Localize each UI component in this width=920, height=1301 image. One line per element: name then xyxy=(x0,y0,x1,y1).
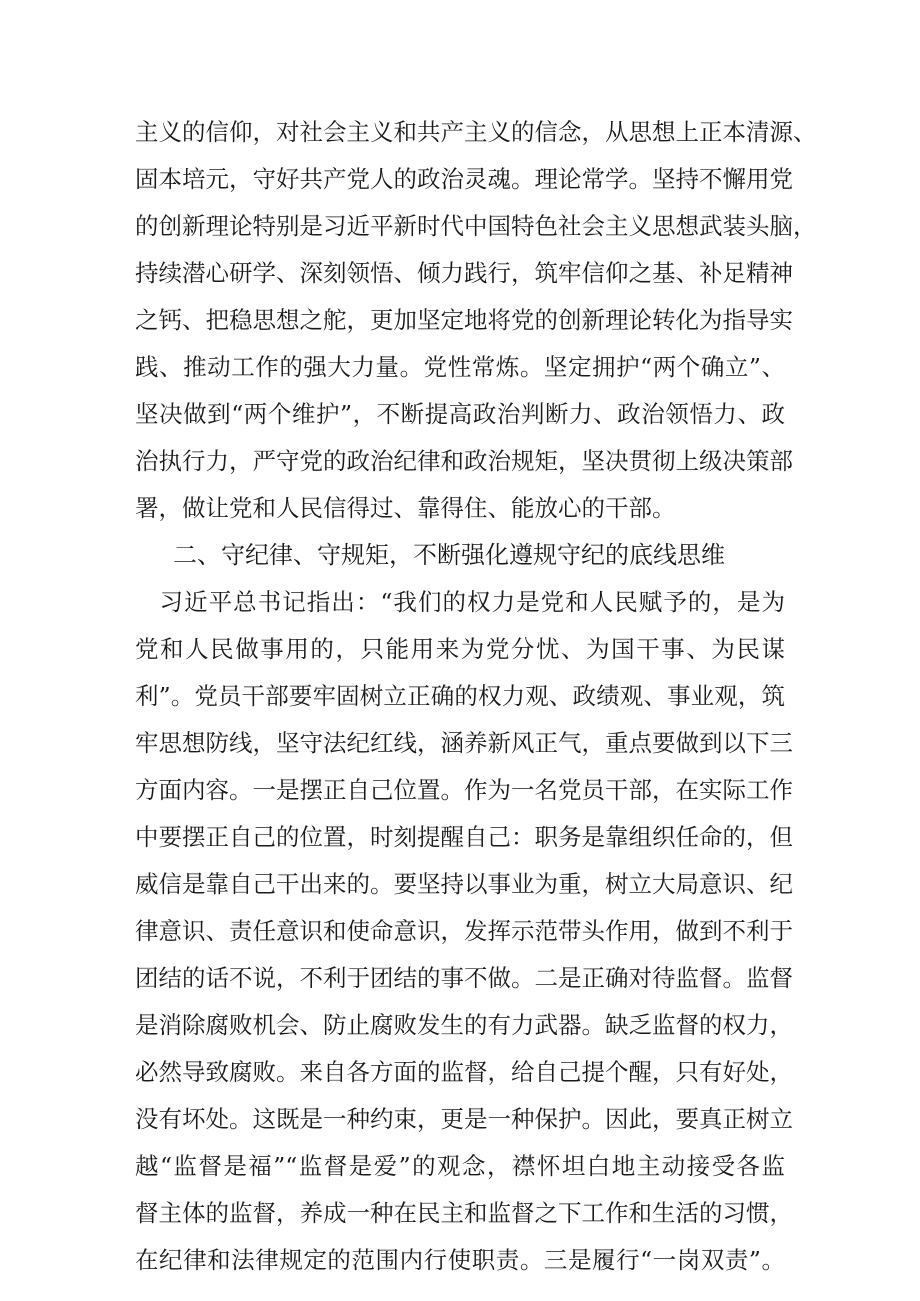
body-text-line: 固本培元，守好共产党人的政治灵魂。理论常学。坚持不懈用党 xyxy=(135,165,793,193)
body-text-line: 习近平总书记指出：“我们的权力是党和人民赋予的，是为 xyxy=(135,588,785,616)
body-text-line: 牢思想防线，坚守法纪红线，涵养新风正气，重点要做到以下三 xyxy=(135,729,793,757)
body-text-line: 持续潜心研学、深刻领悟、倾力践行，筑牢信仰之基、补足精神 xyxy=(135,259,793,287)
body-text-line: 是消除腐败机会、防止腐败发生的有力武器。缺乏监督的权力， xyxy=(135,1011,793,1039)
body-text-line: 方面内容。一是摆正自己位置。作为一名党员干部，在实际工作 xyxy=(135,776,793,804)
body-text-line: 越“监督是福”“监督是爱”的观念，襟怀坦白地主动接受各监 xyxy=(135,1152,785,1180)
body-text-line: 中要摆正自己的位置，时刻提醒自己：职务是靠组织任命的，但 xyxy=(135,823,793,851)
body-text-line: 践、推动工作的强大力量。党性常炼。坚定拥护“两个确立”、 xyxy=(135,353,785,381)
body-text-line: 的创新理论特别是习近平新时代中国特色社会主义思想武装头脑， xyxy=(135,212,817,240)
body-text-line: 威信是靠自己干出来的。要坚持以事业为重，树立大局意识、纪 xyxy=(135,870,793,898)
body-text-line: 坚决做到“两个维护”，不断提高政治判断力、政治领悟力、政 xyxy=(135,400,785,428)
body-text-line: 律意识、责任意识和使命意识，发挥示范带头作用，做到不利于 xyxy=(135,917,793,945)
body-text-line: 必然导致腐败。来自各方面的监督，给自己提个醒，只有好处， xyxy=(135,1058,793,1086)
body-text-line: 之钙、把稳思想之舵，更加坚定地将党的创新理论转化为指导实 xyxy=(135,306,793,334)
body-text-line: 督主体的监督，养成一种在民主和监督之下工作和生活的习惯， xyxy=(135,1199,793,1227)
body-text-line: 署，做让党和人民信得过、靠得住、能放心的干部。 xyxy=(135,494,676,522)
body-text-line: 团结的话不说，不利于团结的事不做。二是正确对待监督。监督 xyxy=(135,964,793,992)
body-text-line: 在纪律和法律规定的范围内行使职责。三是履行“一岗双责”。 xyxy=(135,1246,785,1274)
body-text-line: 主义的信仰，对社会主义和共产主义的信念，从思想上正本清源、 xyxy=(135,118,817,146)
section-heading: 二、守纪律、守规矩，不断强化遵规守纪的底线思维 xyxy=(173,541,725,569)
body-text-line: 治执行力，严守党的政治纪律和政治规矩，坚决贯彻上级决策部 xyxy=(135,447,793,475)
body-text-line: 没有坏处。这既是一种约束，更是一种保护。因此，要真正树立 xyxy=(135,1105,793,1133)
body-text-line: 党和人民做事用的，只能用来为党分忧、为国干事、为民谋 xyxy=(135,635,785,663)
body-text-line: 利”。党员干部要牢固树立正确的权力观、政绩观、事业观，筑 xyxy=(135,682,785,710)
